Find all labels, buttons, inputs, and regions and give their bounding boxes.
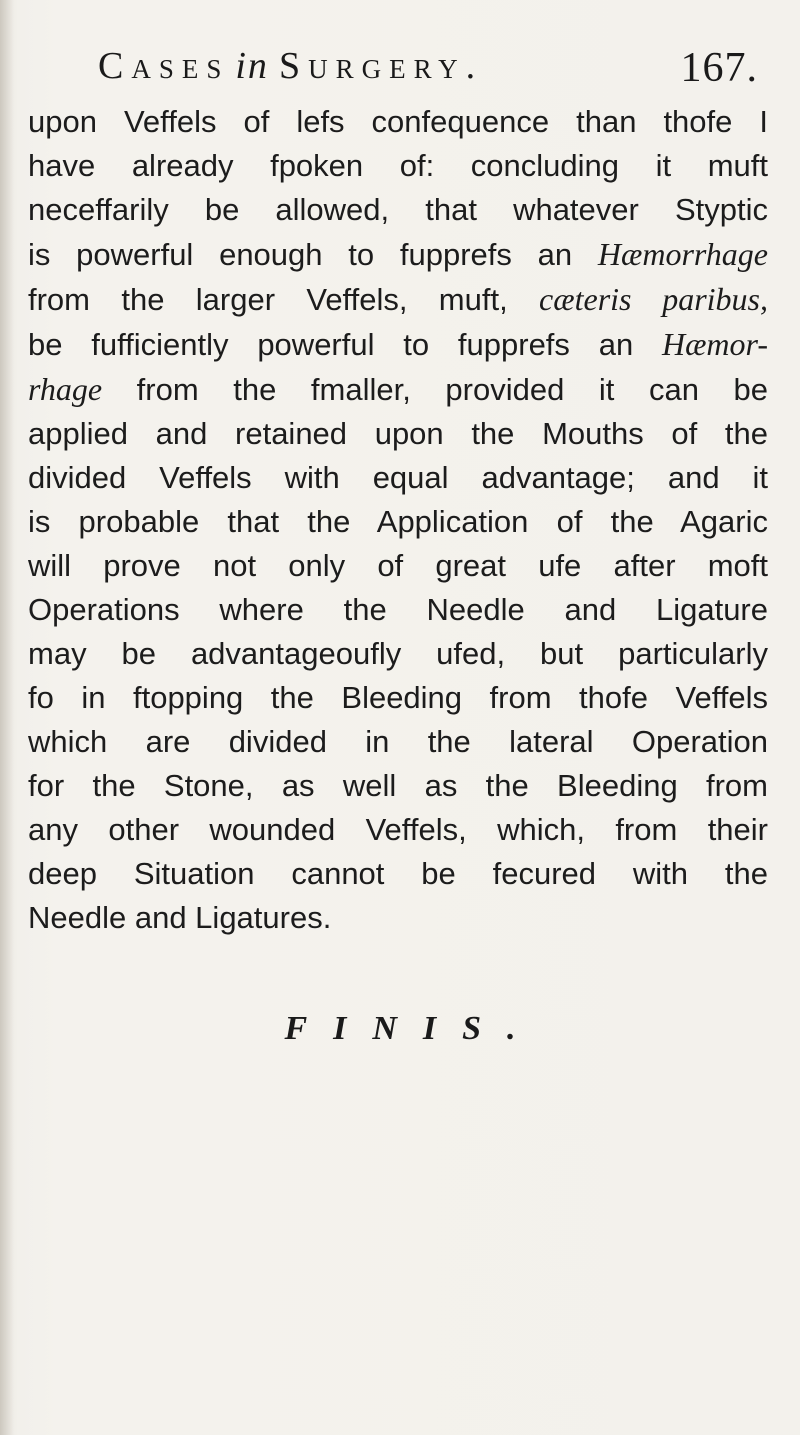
text-line: applied and retained upon the Mouths of the <box>28 416 768 451</box>
text-line: any other wounded Veffels, which, from their <box>28 812 768 847</box>
text-line: may be advantageoufly ufed, but particularly <box>28 636 768 671</box>
text-line <box>28 232 768 277</box>
text-line <box>28 277 768 322</box>
text-line: upon Veffels of lefs confequence than thofe I <box>28 104 768 139</box>
running-head-title-connector: in <box>235 45 269 87</box>
gutter-shadow <box>0 0 14 1435</box>
italic-term: Hæmorrhage <box>597 236 768 272</box>
text-line: have already fpoken of: concluding it muft <box>28 148 768 183</box>
page-number: 167. <box>680 45 758 91</box>
text-segment: is powerful enough to fupprefs an <box>28 237 598 272</box>
text-line: for the Stone, as well as the Bleeding from <box>28 768 768 803</box>
text-line: which are divided in the lateral Operation <box>28 724 768 759</box>
italic-term: cæteris paribus, <box>539 281 769 317</box>
text-segment: be fufficiently powerful to fupprefs an <box>28 327 662 362</box>
text-line: is probable that the Application of the Agaric <box>28 504 768 539</box>
italic-term: rhage <box>28 371 103 407</box>
running-head-title-part2: Surgery. <box>278 45 484 87</box>
text-line: Operations where the Needle and Ligature <box>28 592 768 627</box>
finis-heading: FINIS. <box>284 1010 542 1047</box>
text-line: Needle and Ligatures. <box>28 900 332 935</box>
running-head-title <box>98 44 483 88</box>
body-paragraph <box>28 100 768 940</box>
text-line: will prove not only of great ufe after moft <box>28 548 768 583</box>
text-line: divided Veffels with equal advantage; and it <box>28 460 768 495</box>
italic-term: Hæmor- <box>661 326 768 362</box>
text-line: neceffarily be allowed, that whatever Styptic <box>28 192 768 227</box>
text-line: fo in ftopping the Bleeding from thofe Veffels <box>28 680 768 715</box>
running-head <box>98 44 758 94</box>
text-line <box>28 322 768 367</box>
text-segment: from the fmaller, provided it can be <box>102 372 768 407</box>
text-segment: from the larger Veffels, muft, <box>28 282 540 317</box>
text-line: deep Situation cannot be fecured with the <box>28 856 768 891</box>
running-head-title-part1: Cases <box>98 45 230 87</box>
text-line <box>28 367 768 412</box>
